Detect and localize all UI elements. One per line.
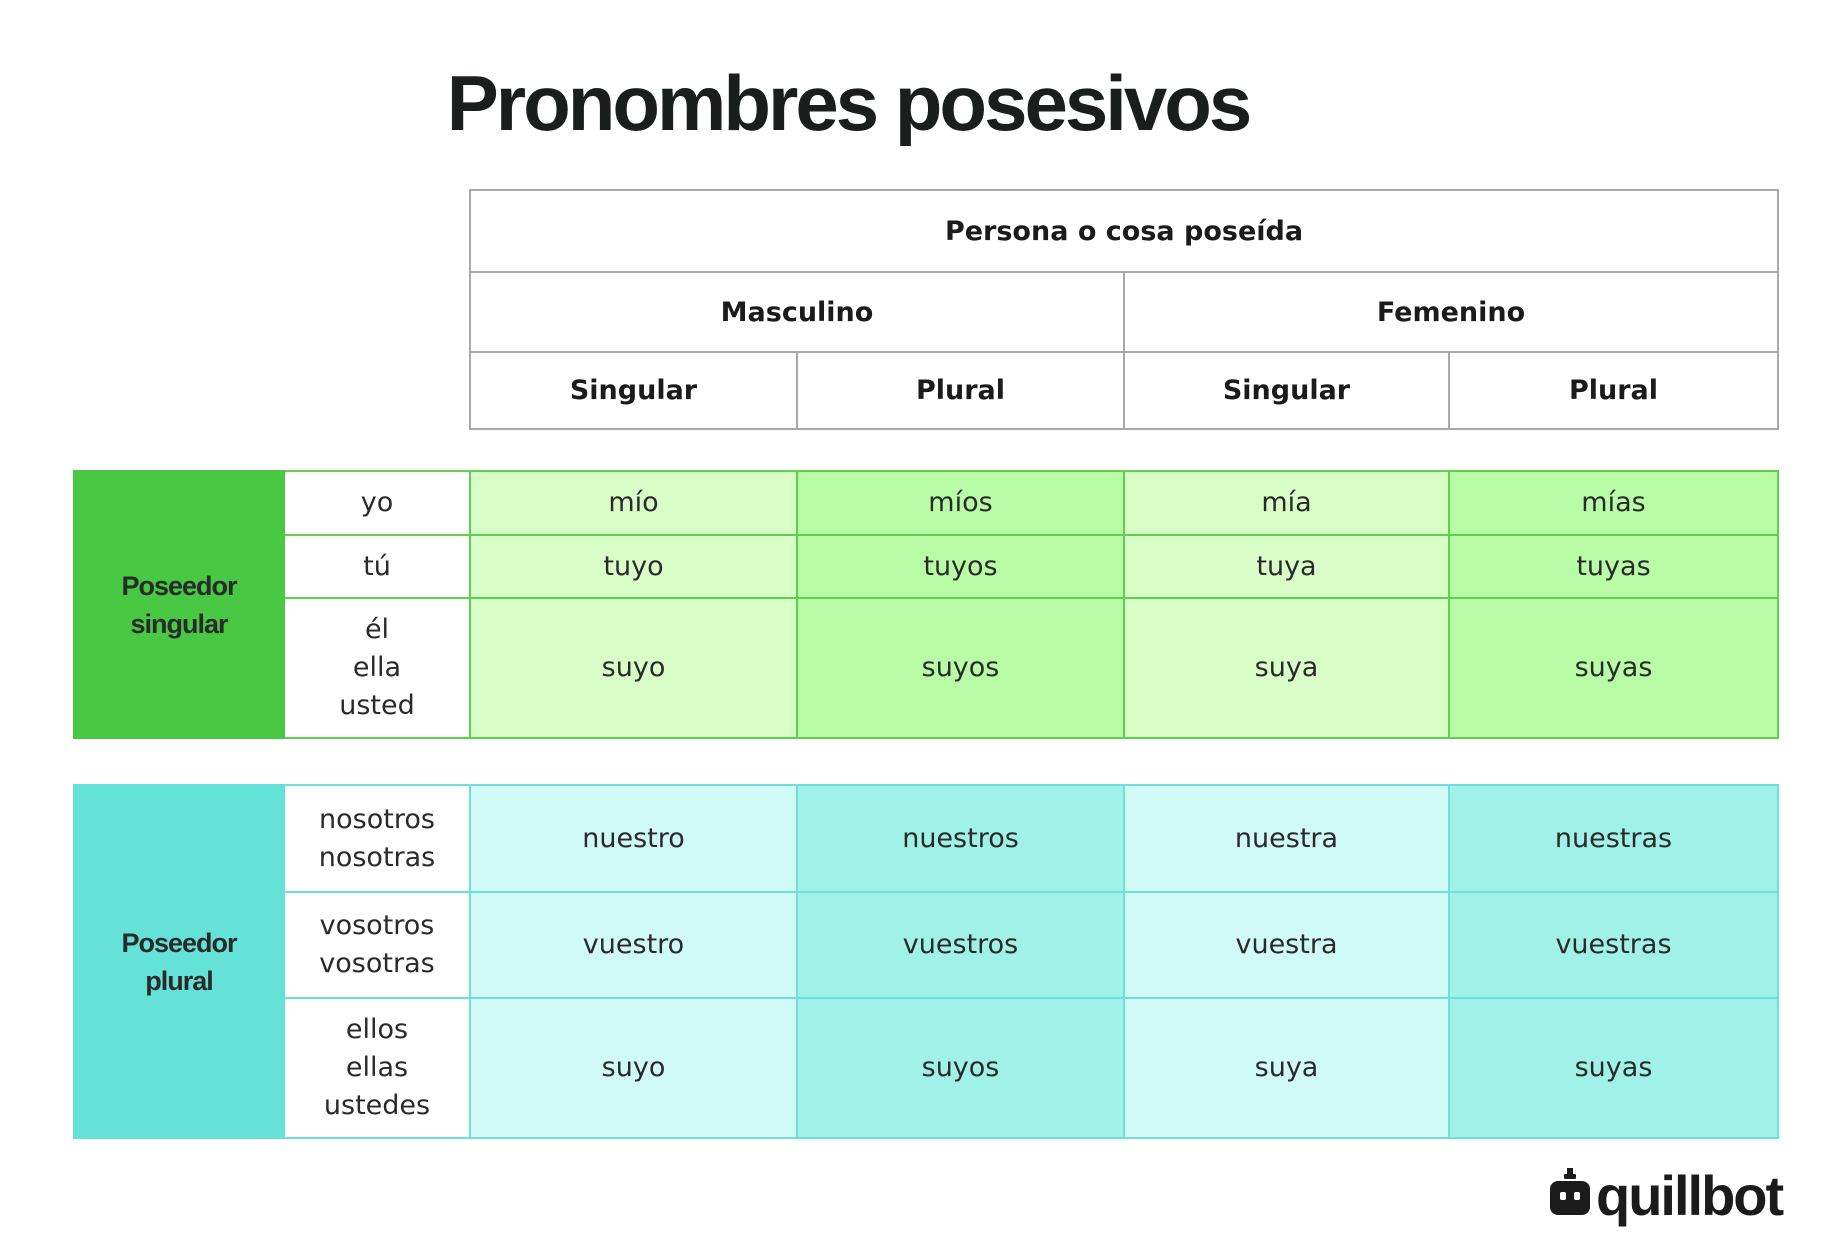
form-cell: nuestro bbox=[470, 785, 797, 892]
subject-cell bbox=[284, 892, 470, 998]
group-label-line: singular bbox=[130, 608, 228, 639]
subject-line: ustedes bbox=[323, 1090, 431, 1121]
subject-line: nosotras bbox=[318, 841, 436, 873]
form-cell: nuestras bbox=[1449, 785, 1778, 892]
page-title: Pronombres posesivos bbox=[446, 59, 1250, 147]
subject-line: tú bbox=[363, 550, 391, 582]
form-cell: suya bbox=[1124, 998, 1449, 1138]
form-cell: mía bbox=[1124, 471, 1449, 535]
header-fem-singular: Singular bbox=[1124, 352, 1449, 429]
form-cell: tuyo bbox=[470, 535, 797, 598]
group-label-plural bbox=[74, 785, 284, 1138]
form-cell: mío bbox=[470, 471, 797, 535]
group-label-line: plural bbox=[145, 965, 213, 996]
subject-line: él bbox=[364, 614, 390, 645]
singular-possessor-table bbox=[73, 470, 1779, 739]
subject-line: ellos bbox=[345, 1014, 409, 1045]
form-cell: vuestros bbox=[797, 892, 1124, 998]
logo-text: quillbot bbox=[1596, 1164, 1783, 1227]
subject-cell bbox=[284, 998, 470, 1138]
form-cell: suyos bbox=[797, 998, 1124, 1138]
group-label-singular bbox=[74, 471, 284, 738]
plural-possessor-table bbox=[73, 784, 1779, 1139]
form-cell: nuestros bbox=[797, 785, 1124, 892]
subject-line: usted bbox=[339, 690, 415, 721]
subject-line: vosotras bbox=[319, 948, 435, 979]
subject-cell bbox=[284, 471, 470, 535]
subject-line: yo bbox=[360, 487, 394, 518]
form-cell: suyos bbox=[797, 598, 1124, 738]
group-label-line: Poseedor bbox=[121, 570, 237, 601]
form-cell: suyo bbox=[470, 998, 797, 1138]
subject-cell bbox=[284, 598, 470, 738]
form-cell: mías bbox=[1449, 471, 1778, 535]
form-cell: tuyos bbox=[797, 535, 1124, 598]
header-table bbox=[469, 189, 1779, 430]
header-feminine: Femenino bbox=[1124, 272, 1778, 352]
form-cell: vuestra bbox=[1124, 892, 1449, 998]
form-cell: suyo bbox=[470, 598, 797, 738]
header-possessed: Persona o cosa poseída bbox=[470, 190, 1778, 272]
header-fem-plural: Plural bbox=[1449, 352, 1778, 429]
form-cell: nuestra bbox=[1124, 785, 1449, 892]
form-cell: suyas bbox=[1449, 598, 1778, 738]
subject-line: vosotros bbox=[319, 910, 435, 941]
form-cell: tuya bbox=[1124, 535, 1449, 598]
subject-line: ellas bbox=[345, 1052, 409, 1083]
form-cell: vuestro bbox=[470, 892, 797, 998]
form-cell: tuyas bbox=[1449, 535, 1778, 598]
form-cell: míos bbox=[797, 471, 1124, 535]
form-cell: vuestras bbox=[1449, 892, 1778, 998]
group-label-line: Poseedor bbox=[121, 927, 237, 958]
subject-cell bbox=[284, 785, 470, 892]
subject-line: ella bbox=[352, 652, 402, 683]
header-masc-singular: Singular bbox=[470, 352, 797, 429]
quillbot-logo bbox=[1548, 1164, 1783, 1227]
header-masculine: Masculino bbox=[470, 272, 1124, 352]
subject-line: nosotros bbox=[319, 803, 435, 835]
form-cell: suya bbox=[1124, 598, 1449, 738]
header-masc-plural: Plural bbox=[797, 352, 1124, 429]
quillbot-robot-icon bbox=[1548, 1168, 1592, 1224]
subject-cell bbox=[284, 535, 470, 598]
form-cell: suyas bbox=[1449, 998, 1778, 1138]
